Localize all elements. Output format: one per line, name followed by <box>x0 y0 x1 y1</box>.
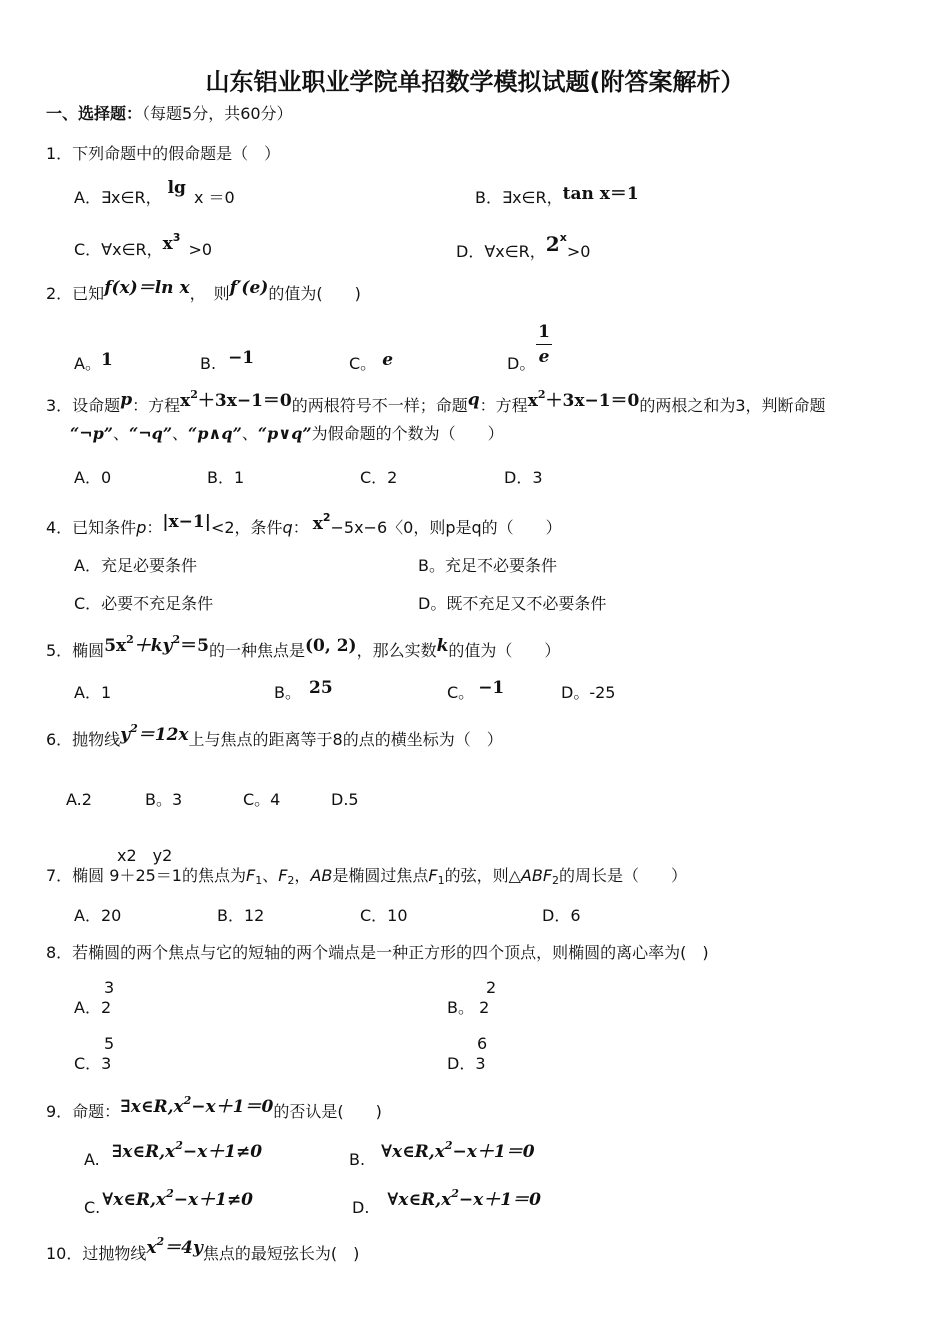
q6-suffix: 上与焦点的距离等于8的点的横坐标为（ ） <box>188 730 503 749</box>
q7-f1-sub: 1 <box>255 874 263 887</box>
q1-a-math: lg <box>167 178 186 198</box>
q1-option-a <box>74 178 235 208</box>
q9-c-math <box>102 1187 254 1210</box>
q4-x-sup: 2 <box>322 511 331 524</box>
q4-prefix: 4．已知条件 <box>46 518 137 537</box>
q5-k-symbol: k <box>436 636 449 656</box>
q3-q-symbol: q <box>467 390 480 410</box>
q6-eq-rest: ＝12x <box>137 725 189 745</box>
q3-eq1-sup: 2 <box>190 388 198 401</box>
q9-a-math <box>111 1139 263 1162</box>
q3-text2: 的两根符号不一样；命题 <box>291 396 468 415</box>
q2-option-c <box>349 350 394 374</box>
q3-p-or-q: “p∨q” <box>257 424 312 443</box>
q3-not-q: “¬q” <box>129 424 173 443</box>
q3-sep1: 、 <box>113 424 130 443</box>
q4-p-symbol: p <box>136 518 147 537</box>
q10-prefix: 10．过抛物线 <box>46 1244 147 1263</box>
q1-d-sup: x <box>559 231 567 244</box>
q9-option-b <box>349 1139 535 1170</box>
q5-option-c <box>447 678 505 703</box>
q2-math-derivative: f′(e) <box>229 278 269 298</box>
q8-option-c: C．3 <box>74 1054 112 1073</box>
q5-option-b <box>274 678 333 703</box>
q9-prefix: 9．命题： <box>46 1102 121 1121</box>
q4-colon2: ： <box>292 518 309 537</box>
q1-a-prefix: A．∃x∈R， <box>74 188 162 207</box>
q6-option-b: B。3 <box>145 790 183 809</box>
q7-prefix: 7．椭圆 9＋25＝1的焦点为 <box>46 866 246 885</box>
q6-eq-sup: 2 <box>130 722 138 735</box>
q5-eq-sup1: 2 <box>126 633 134 646</box>
q5-suffix: 的值为（ ） <box>448 641 561 660</box>
q2-b-prefix: B. <box>200 354 217 373</box>
q9-b-math <box>381 1139 535 1162</box>
q7-f1b-sub: 1 <box>437 874 445 887</box>
q3-sep3: 、 <box>241 424 258 443</box>
q9-a-rest: −x＋1≠0 <box>182 1142 263 1162</box>
q2-option-d <box>507 354 535 374</box>
q5-eq-part2: ＋ky <box>133 636 173 656</box>
q2-d-numerator: 1 <box>538 322 550 342</box>
q3-not-p: “¬p” <box>70 424 113 443</box>
q8-d-numerator: 6 <box>477 1034 488 1053</box>
q4-option-b: B。充足不必要条件 <box>418 556 557 575</box>
q2-prefix: 2．已知 <box>46 284 105 303</box>
page-title: 山东铝业职业学院单招数学模拟试题(附答案解析） <box>205 68 745 96</box>
q10-equation <box>146 1235 203 1258</box>
q9-suffix: 的否认是( ) <box>273 1102 382 1121</box>
q3-p-and-q: “p∧q” <box>188 424 242 443</box>
q4-abs-expression: |x−1| <box>162 512 211 532</box>
q7-f2: F <box>278 866 288 885</box>
q3-prefix: 3．设命题 <box>46 396 121 415</box>
q3-eq2-sup: 2 <box>537 388 546 401</box>
q7-abf: ABF <box>520 866 553 885</box>
q2-option-a <box>74 350 113 374</box>
q2-stem <box>46 278 361 304</box>
q5-option-a: A．1 <box>74 683 112 702</box>
q1-option-b <box>475 184 639 208</box>
q5-b-math: 25 <box>308 678 333 698</box>
fraction-bar <box>536 344 552 345</box>
q1-c-suffix: >0 <box>188 240 213 259</box>
q7-f2-sub: 2 <box>287 874 295 887</box>
q3-text4: 的两根之和为3，判断命题 <box>639 396 826 415</box>
q3-equation2 <box>527 388 640 411</box>
q3-option-c: C．2 <box>360 468 398 487</box>
q1-b-math: tan x＝1 <box>562 184 639 204</box>
q9-a-sup: 2 <box>175 1139 183 1152</box>
q9-option-a <box>84 1139 263 1170</box>
q5-option-d: D。-25 <box>561 683 616 702</box>
q6-option-a: A.2 <box>66 790 92 809</box>
q9-d-math <box>387 1187 541 1210</box>
q10-eq-base: x <box>146 1238 157 1258</box>
q9-option-d <box>352 1187 541 1218</box>
q9-option-c <box>84 1187 254 1218</box>
q9-d-prefix: D. <box>352 1198 370 1217</box>
q2-a-prefix: A。 <box>74 354 101 373</box>
q7-f1: F <box>246 866 256 885</box>
q1-a-suffix: x ＝0 <box>193 188 235 207</box>
q7-ab: AB <box>310 866 333 885</box>
q7-stem <box>46 866 687 886</box>
q9-b-sup: 2 <box>444 1139 453 1152</box>
q1-d-math: 2 <box>545 232 560 256</box>
q2-d-fraction <box>534 322 554 367</box>
q9-a-prefix: A. <box>84 1150 100 1169</box>
q8-option-d: D．3 <box>447 1054 486 1073</box>
q7-option-b: B．12 <box>217 906 265 925</box>
section-note: （每题5分，共60分） <box>142 104 293 123</box>
section-heading <box>46 104 293 124</box>
q7-f1b: F <box>428 866 438 885</box>
q3-p-symbol: p <box>120 390 133 410</box>
q4-option-c: C．必要不充足条件 <box>74 594 214 613</box>
q9-d-sup: 2 <box>451 1187 459 1200</box>
q9-math-sup: 2 <box>183 1094 192 1107</box>
q3-equation1 <box>180 388 292 411</box>
q1-c-sup: 3 <box>172 231 181 244</box>
q9-b-rest: −x＋1＝0 <box>452 1142 535 1162</box>
q9-d-base: ∀x∈R,x <box>387 1190 452 1210</box>
q7-option-d: D．6 <box>542 906 581 925</box>
q9-c-prefix: C. <box>84 1198 101 1217</box>
q7-suffix: 的周长是（ ） <box>559 866 688 885</box>
q9-a-base: ∃x∈R,x <box>111 1142 176 1162</box>
q7-option-a: A．20 <box>74 906 122 925</box>
q6-prefix: 6．抛物线 <box>46 730 121 749</box>
q9-b-base: ∀x∈R,x <box>381 1142 445 1162</box>
q7-option-c: C．10 <box>360 906 408 925</box>
q3-eq2-base: x <box>527 391 538 411</box>
q1-d-prefix: D．∀x∈R， <box>456 242 546 261</box>
q3-option-a: A．0 <box>74 468 112 487</box>
q1-b-prefix: B．∃x∈R， <box>475 188 563 207</box>
q5-equation <box>104 633 209 656</box>
q1-stem: 1．下列命题中的假命题是（ ） <box>46 144 281 163</box>
q3-sep2: 、 <box>172 424 189 443</box>
q4-q-symbol: q <box>282 518 293 537</box>
q5-stem <box>46 633 561 661</box>
q5-eq-rest: ＝5 <box>180 636 209 656</box>
section-label: 一、选择题： <box>46 104 143 123</box>
q5-c-prefix: C。 <box>447 683 475 702</box>
q9-c-rest: −x＋1≠0 <box>173 1190 254 1210</box>
q2-suffix: 的值为( ) <box>268 284 361 303</box>
q3-line2-suffix: 为假命题的个数为（ ） <box>311 424 504 443</box>
q5-focus-point: (0, 2) <box>305 636 357 656</box>
q7-sep: 、 <box>262 866 279 885</box>
q10-eq-sup: 2 <box>156 1235 165 1248</box>
q2-c-math: e <box>382 350 394 370</box>
q8-c-numerator: 5 <box>104 1034 115 1053</box>
q2-option-b <box>200 348 255 374</box>
q5-b-prefix: B。 <box>274 683 301 702</box>
q4-x-base: x <box>312 514 323 534</box>
q9-math-base: ∃x∈R,x <box>120 1097 184 1117</box>
q4-stem <box>46 511 562 538</box>
q5-prefix: 5．椭圆 <box>46 641 105 660</box>
q5-eq-sup2: 2 <box>172 633 181 646</box>
q7-text2: 是椭圆过焦点 <box>332 866 429 885</box>
q9-c-base: ∀x∈R,x <box>102 1190 167 1210</box>
q6-eq-base: y <box>120 725 131 745</box>
q2-math-fx: f(x)＝ln x <box>104 278 190 298</box>
q9-stem <box>46 1094 382 1122</box>
q3-text3: ：方程 <box>479 396 528 415</box>
q10-suffix: 焦点的最短弦长为( ) <box>202 1244 360 1263</box>
q6-option-d: D.5 <box>331 790 359 809</box>
q3-text1: ：方程 <box>132 396 181 415</box>
q1-option-c <box>74 231 213 260</box>
q4-colon1: ： <box>146 518 163 537</box>
q2-d-denominator: e <box>538 347 550 367</box>
q2-mid: ， 则 <box>189 284 230 303</box>
q4-option-a: A．充足必要条件 <box>74 556 197 575</box>
q8-option-b: B。 2 <box>447 998 490 1017</box>
q8-stem: 8．若椭圆的两个焦点与它的短轴的两个端点是一种正方形的四个顶点，则椭圆的离心率为( ) <box>46 943 709 962</box>
q4-suffix: −5x−6〈0，则p是q的（ ） <box>330 518 562 537</box>
q9-math-rest: −x＋1＝0 <box>191 1097 274 1117</box>
q3-stem-line2 <box>70 424 504 444</box>
q9-math <box>120 1094 274 1117</box>
q3-eq1-rest: ＋3x−1＝0 <box>197 391 292 411</box>
q7-numerators: x2 y2 <box>117 846 173 865</box>
q7-abf-sub: 2 <box>552 874 560 887</box>
q5-c-math: −1 <box>478 678 505 698</box>
q1-d-suffix: >0 <box>566 242 591 261</box>
q6-equation <box>120 722 189 745</box>
q10-eq-rest: ＝4y <box>164 1238 203 1258</box>
q1-c-prefix: C．∀x∈R， <box>74 240 163 259</box>
q8-a-numerator: 3 <box>104 978 115 997</box>
q3-option-b: B．1 <box>207 468 245 487</box>
q6-option-c: C。4 <box>243 790 281 809</box>
q3-stem-line1 <box>46 388 826 416</box>
q10-stem <box>46 1235 360 1264</box>
q1-option-d <box>456 231 591 262</box>
q5-mid2: ，那么实数 <box>356 641 437 660</box>
q9-b-prefix: B. <box>349 1150 366 1169</box>
q5-eq-part1: 5x <box>104 636 127 656</box>
q2-a-math: 1 <box>100 350 113 370</box>
q3-option-d: D．3 <box>504 468 543 487</box>
q7-text3: 的弦，则△ <box>444 866 521 885</box>
q3-eq2-rest: ＋3x−1＝0 <box>545 391 640 411</box>
q1-c-math: x <box>162 234 173 254</box>
q2-c-prefix: C。 <box>349 354 377 373</box>
q4-mid: <2，条件 <box>210 518 283 537</box>
q6-stem <box>46 722 503 750</box>
q4-option-d: D。既不充足又不必要条件 <box>418 594 607 613</box>
q8-option-a: A．2 <box>74 998 112 1017</box>
q5-mid: 的一种焦点是 <box>208 641 305 660</box>
q2-b-math: −1 <box>228 348 255 368</box>
q9-d-rest: −x＋1＝0 <box>458 1190 541 1210</box>
q7-text1: ， <box>294 866 311 885</box>
q8-b-numerator: 2 <box>486 978 497 997</box>
q9-c-sup: 2 <box>166 1187 174 1200</box>
q2-d-prefix: D。 <box>507 354 536 373</box>
q3-eq1-base: x <box>180 391 191 411</box>
